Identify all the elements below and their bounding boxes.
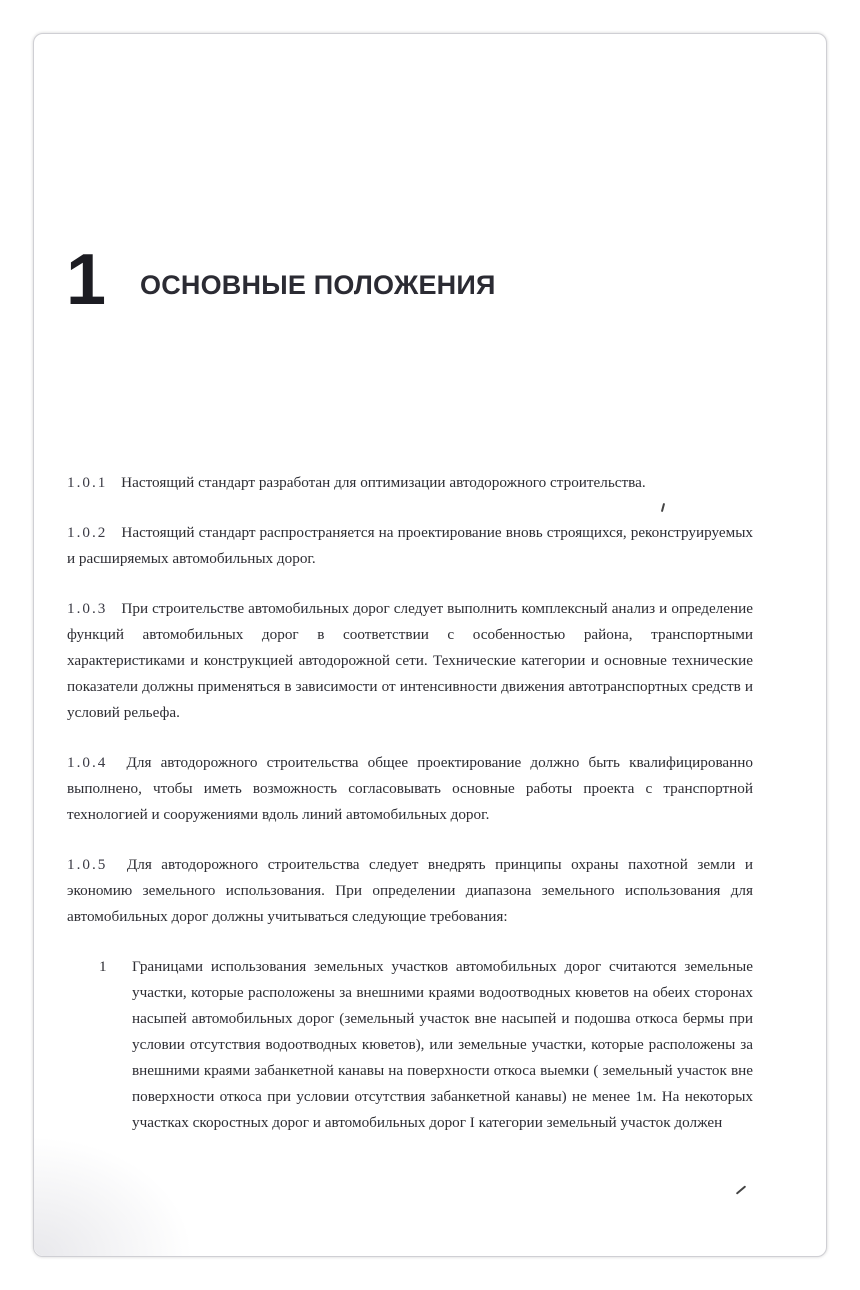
paragraph-text: При строительстве автомобильных дорог следует выполнить комплексный анализ и определение функций автомобильных дорог в соответствии с особенностью района, транспортными характеристиками и конструкцией автодорожной сети. Технические категории и основные технические показатели должны применяться в зависимости от интенсивности движения автотранспортных средств и условий рельефа. [67, 600, 753, 721]
paragraph-1-0-4 [67, 750, 753, 828]
document-body [67, 470, 753, 1136]
scan-shadow [34, 1136, 194, 1256]
chapter-title: ОСНОВНЫЕ ПОЛОЖЕНИЯ [140, 269, 496, 300]
list-item [67, 954, 753, 1136]
list-item-number: 1 [99, 958, 107, 975]
chapter-heading [66, 240, 496, 320]
paragraph-number: 1.0.1 [67, 474, 108, 491]
paragraph-number: 1.0.3 [67, 600, 108, 617]
paragraph-1-0-1 [67, 470, 753, 496]
paragraph-text: Настоящий стандарт распространяется на проектирование вновь строящихся, реконструируемых и расширяемых автомобильных дорог. [67, 524, 754, 567]
paragraph-text: Настоящий стандарт разработан для оптимизации автодорожного строительства. [121, 474, 646, 491]
paragraph-number: 1.0.4 [67, 754, 108, 771]
paragraph-text: Для автодорожного строительства общее проектирование должно быть квалифицированно выполнено, чтобы иметь возможность согласовывать основные работы проекта с транспортной технологией и сооружениями вдоль линий автомобильных дорог. [67, 754, 753, 823]
paragraph-number: 1.0.2 [67, 524, 108, 541]
paragraph-number: 1.0.5 [67, 856, 108, 873]
paragraph-1-0-5 [67, 852, 753, 930]
paragraph-1-0-2 [67, 520, 753, 572]
chapter-number: 1 [66, 240, 107, 320]
paragraph-text: Для автодорожного строительства следует внедрять принципы охраны пахотной земли и экономию земельного использования. При определении диапазона земельного использования для автомобильных дорог должны учитываться следующие требования: [67, 856, 754, 925]
list-item-text: Границами использования земельных участков автомобильных дорог считаются земельные участки, которые расположены за внешними краями водоотводных кюветов на обеих сторонах насыпей автомобильных дорог (земельный участок вне насыпей и подошва откоса бермы при условии отсутствия водоотводных кюветов), или земельные участки, которые расположены за внешними краями забанкетной канавы на поверхности откоса выемки ( земельный участок вне поверхности откоса при условии отсутствия забанкетной канавы) не менее 1м. На некоторых участках скоростных дорог и автомобильных дорог I категории земельный участок должен [132, 958, 753, 1131]
paragraph-1-0-3 [67, 596, 753, 726]
